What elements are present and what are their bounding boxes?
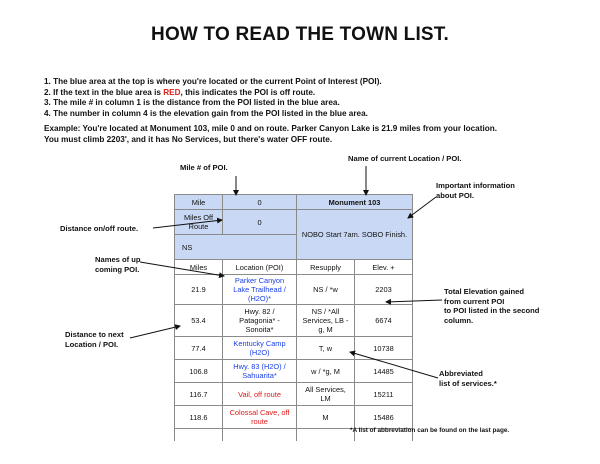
callout-important-info-line: about POI. <box>436 190 474 200</box>
callout-elevation-line: Total Elevation gained <box>444 287 525 296</box>
callout-services-line: Abbreviated <box>439 369 483 378</box>
row-miles: 116.7 <box>175 383 223 406</box>
row-elev: 10738 <box>355 337 413 360</box>
arrow-important-info <box>408 197 436 218</box>
instruction-4: 4. The number in column 4 is the elevation gain from the POI listed in the blue area. <box>44 108 368 118</box>
row-location: Hwy. 83 (H2O) / Sahuarita* <box>223 360 297 383</box>
row-elev: 2203 <box>355 275 413 305</box>
callout-upcoming-line: Names of up <box>95 255 141 264</box>
callout-elevation-line: column. <box>444 315 474 325</box>
callout-distance-next-line: Location / POI. <box>65 339 119 349</box>
col-header-elev: Elev. + <box>355 260 413 275</box>
callout-upcoming-line: coming POI. <box>95 264 140 274</box>
row-miles: 77.4 <box>175 337 223 360</box>
page-title: HOW TO READ THE TOWN LIST. <box>151 24 449 45</box>
col-header-location: Location (POI) <box>223 260 297 275</box>
arrow-elevation <box>386 300 442 302</box>
callout-important-info-line: Important information <box>436 181 515 190</box>
callout-elevation-line: from current POI <box>444 296 505 306</box>
row-resupply: T, w <box>297 337 355 360</box>
callout-location-name: Name of current Location / POI. <box>348 154 462 163</box>
miles-off-route-label: Miles Off Route <box>175 210 223 235</box>
current-location-cell: Monument 103 <box>297 195 413 210</box>
poi-notes-cell: NOBO Start 7am. SOBO Finish. <box>297 210 413 260</box>
direction-cell: NS <box>175 235 297 260</box>
callout-services-line: list of services.* <box>439 378 497 388</box>
row-location: Kentucky Camp (H2O) <box>223 337 297 360</box>
row-location: Vail, off route <box>223 383 297 406</box>
row-resupply: M <box>297 406 355 429</box>
row-resupply: All Services, LM <box>297 383 355 406</box>
callout-mile-poi: Mile # of POI. <box>180 163 228 172</box>
row-elev: 6674 <box>355 305 413 337</box>
callout-distance-next-line: Distance to next <box>65 330 124 339</box>
example-line-2: You must climb 2203', and it has No Services, but there's water OFF route. <box>44 134 333 144</box>
row-elev: 14485 <box>355 360 413 383</box>
row-location: Parker Canyon Lake Trailhead / (H2O)* <box>223 275 297 305</box>
instruction-3: 3. The mile # in column 1 is the distance from the POI listed in the blue area. <box>44 98 340 107</box>
row-location: Hwy. 82 / Patagonia* - Sonoita* <box>223 305 297 337</box>
arrow-distance-next <box>130 326 180 338</box>
row-location: Colossal Cave, off route <box>223 406 297 429</box>
row-resupply: NS / *All Services, LB - g, M <box>297 305 355 337</box>
row-resupply: NS / *w <box>297 275 355 305</box>
instruction-2-before: 2. If the text in the blue area is <box>44 87 164 97</box>
col-header-resupply: Resupply <box>297 260 355 275</box>
row-elev: 15211 <box>355 383 413 406</box>
row-miles: 118.6 <box>175 406 223 429</box>
arrow-upcoming <box>140 262 224 276</box>
row-miles: 53.4 <box>175 305 223 337</box>
row-miles: 21.9 <box>175 275 223 305</box>
mile-value-cell: 0 <box>223 195 297 210</box>
miles-off-route-value: 0 <box>223 210 297 235</box>
footnote: *A list of abbreviation can be found on the last page. <box>350 427 510 434</box>
row-miles: 106.8 <box>175 360 223 383</box>
arrow-distance-onoff <box>153 220 222 228</box>
instruction-2-after: , this indicates the POI is off route. <box>180 87 316 97</box>
example-line-1: Example: You're located at Monument 103, mile 0 and on route. Parker Canyon Lake is 21.9 miles from your location. <box>44 124 497 133</box>
mile-label-cell: Mile <box>175 195 223 210</box>
instruction-1: 1. The blue area at the top is where you're located or the current Point of Interest (POI). <box>44 77 382 86</box>
callout-distance-onoff: Distance on/off route. <box>60 224 139 233</box>
arrow-services <box>350 352 438 378</box>
row-resupply: w / *g, M <box>297 360 355 383</box>
instruction-2-red-word: RED <box>163 87 181 97</box>
callout-elevation-line: to POI listed in the second <box>444 306 540 315</box>
row-elev: 15486 <box>355 406 413 429</box>
col-header-miles: Miles <box>175 260 223 275</box>
